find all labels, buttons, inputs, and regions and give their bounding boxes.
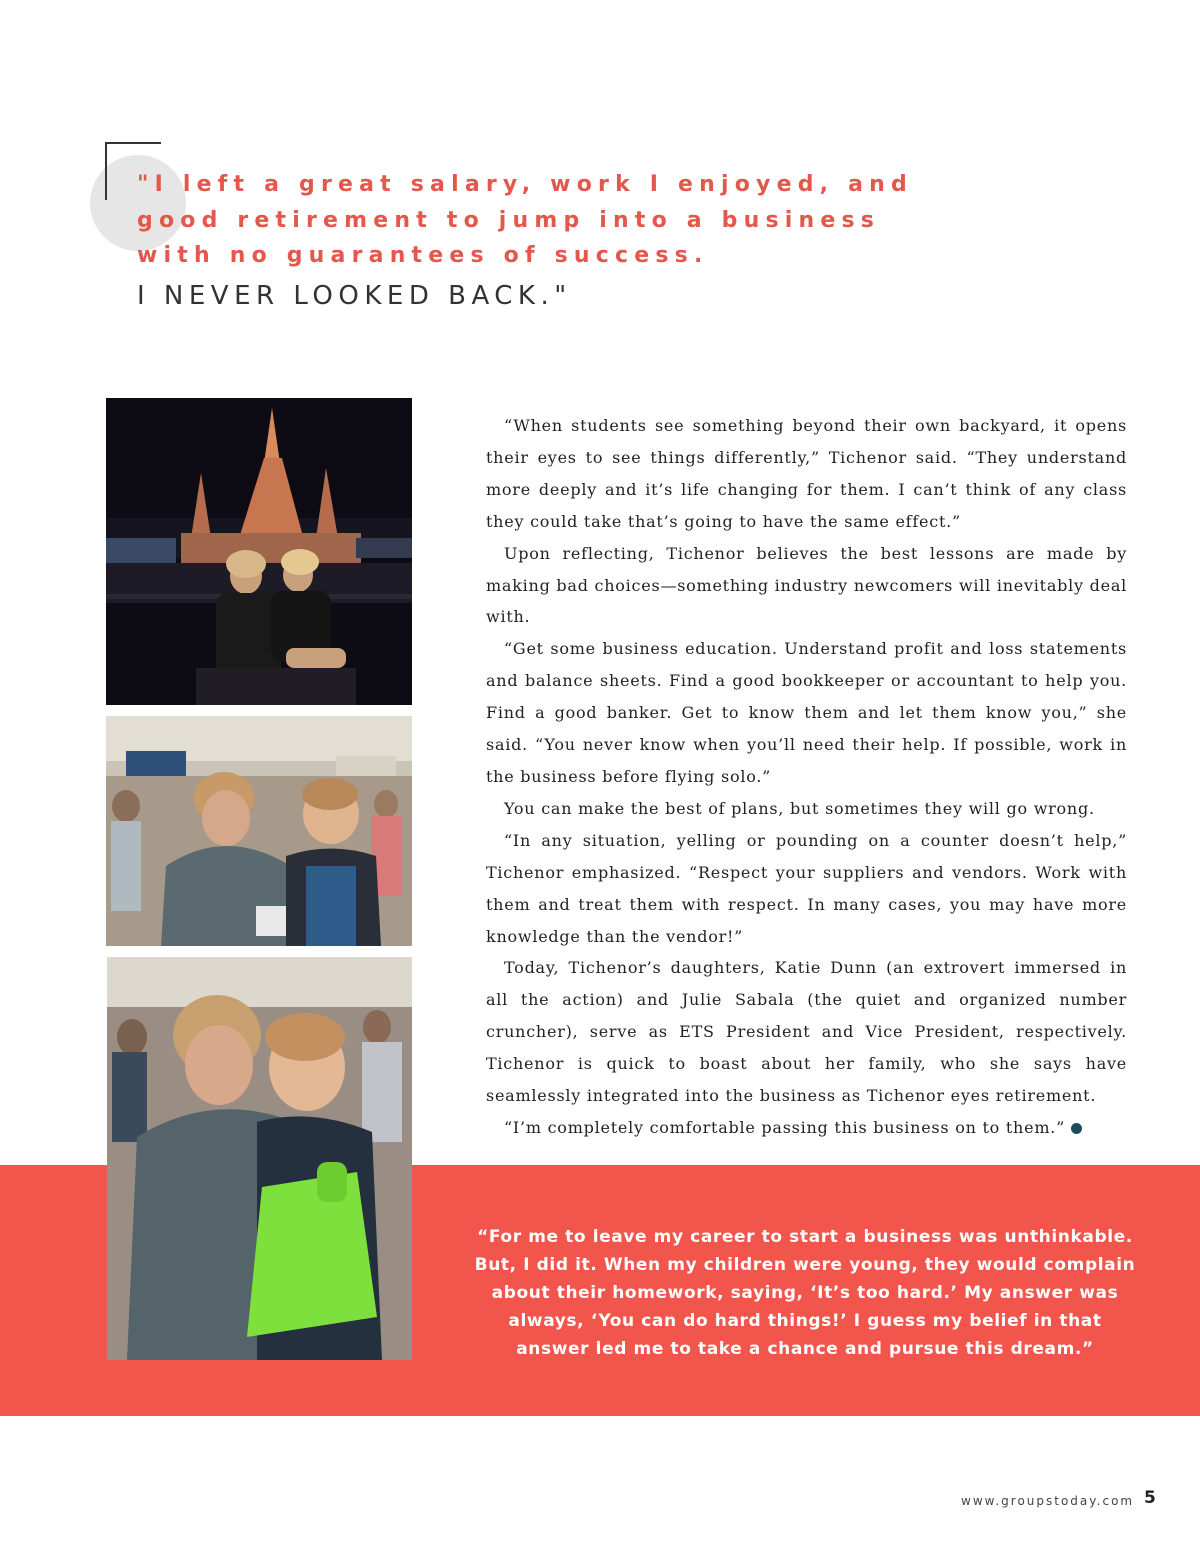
photo-temple-night <box>106 398 412 705</box>
article-paragraph: “In any situation, yelling or pounding on a counter doesn’t help,” Tichenor emphasized. “Respect your suppliers and vendors. Work with them and treat them with respect. In many cases, you may have more knowledge than the vendor!” <box>486 830 1127 946</box>
article-paragraph: Today, Tichenor’s daughters, Katie Dunn (an extrovert immersed in all the action) and Julie Sabala (the quiet and organized number cruncher), serve as ETS President and Vice President, respectively. Tichenor is quick to boast about her family, who she says have seamlessly integrated into the business as Tichenor eyes retirement. <box>486 958 1127 1106</box>
page-number: 5 <box>1144 1488 1156 1508</box>
pull-quote-line-2: good retirement to jump into a business <box>137 208 881 233</box>
article-paragraph: Upon reflecting, Tichenor believes the best lessons are made by making bad choices—something industry newcomers will inevitably deal with. <box>486 543 1127 627</box>
article-paragraph: “When students see something beyond their own backyard, it opens their eyes to see things differently,” Tichenor said. “They understand more deeply and it’s life changing for them. I can’t think of any class they could take that’s going to have the same effect.” <box>486 416 1127 531</box>
band-quote: “For me to leave my career to start a business was unthinkable. But, I did it. When my children were young, they would complain about their homework, saying, ‘It’s too hard.’ My answer was always, ‘You can do hard things!’ I guess my belief in that answer led me to take a chance and pursue this dream.” <box>474 1227 1136 1359</box>
footer-url: www.groupstoday.com <box>961 1494 1135 1508</box>
pull-quote-line-1: "I left a great salary, work I enjoyed, and <box>137 172 913 197</box>
pull-quote-line-3: with no guarantees of success. <box>137 243 709 268</box>
article-paragraph: “Get some business education. Understand profit and loss statements and balance sheets. Find a good bookkeeper or accountant to help you. Find a good banker. Get to know them and let them know you,” she said. “You never know when you’ll need their help. If possible, work in the business before flying solo.” <box>486 639 1127 786</box>
pull-quote-line-4: I NEVER LOOKED BACK." <box>137 281 572 311</box>
article-paragraph-text: “I’m completely comfortable passing this business on to them.” <box>504 1117 1065 1137</box>
end-mark-icon <box>1071 1123 1082 1134</box>
photo-airport-2 <box>107 957 412 1360</box>
photo-airport-1 <box>106 716 412 946</box>
article-paragraph-last <box>486 1112 1127 1144</box>
article-body <box>486 410 1127 1144</box>
article-paragraph: You can make the best of plans, but sometimes they will go wrong. <box>504 798 1095 818</box>
